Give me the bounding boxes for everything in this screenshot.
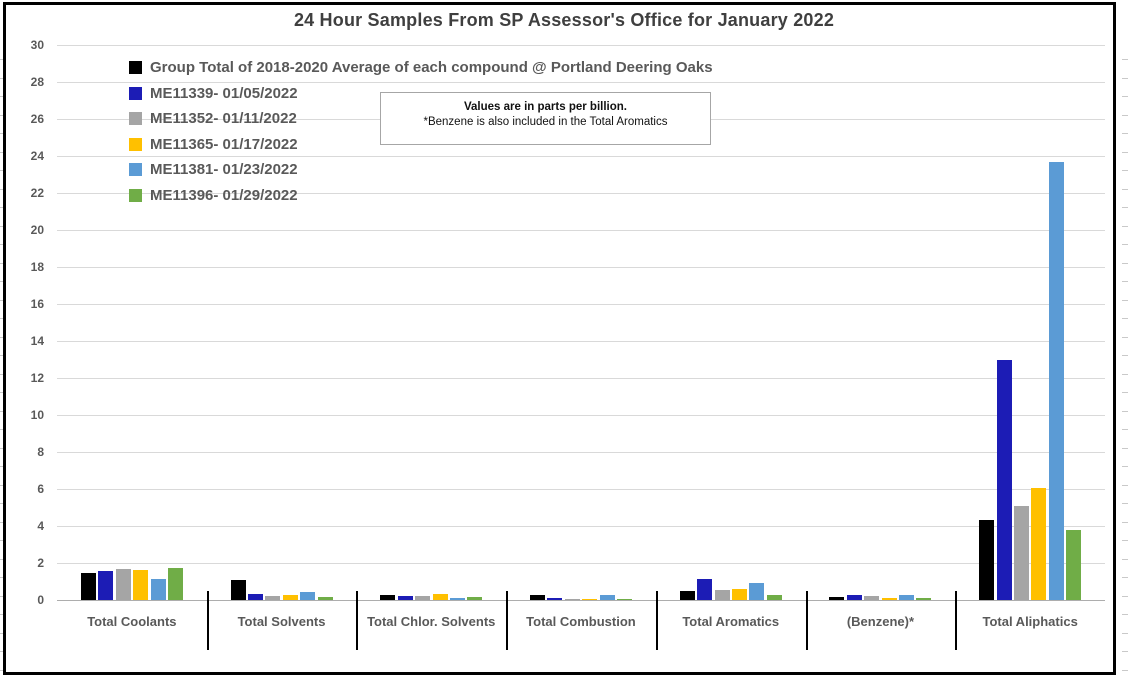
bar-series-3-cat-5 <box>715 590 730 600</box>
worksheet-row-tick-right <box>1122 189 1128 190</box>
x-axis-category-label: Total Chlor. Solvents <box>367 614 496 629</box>
x-axis-category-label: Total Aliphatics <box>982 614 1078 629</box>
bar-series-2-cat-4 <box>547 598 562 600</box>
annotation-line-1: Values are in parts per billion. <box>464 101 627 113</box>
bar-series-2-cat-7 <box>997 360 1012 600</box>
worksheet-row-tick-right <box>1122 633 1128 634</box>
bar-series-4-cat-7 <box>1031 488 1046 600</box>
bar-series-3-cat-3 <box>415 596 430 600</box>
worksheet-row-tick-right <box>1122 411 1128 412</box>
legend-swatch-icon <box>129 112 142 125</box>
bar-series-1-cat-6 <box>829 597 844 600</box>
gridline-20 <box>57 230 1105 231</box>
worksheet-row-tick-left <box>0 133 3 134</box>
worksheet-row-tick-left <box>0 170 3 171</box>
gridline-2 <box>57 563 1105 564</box>
worksheet-row-tick-right <box>1122 300 1128 301</box>
gridline-10 <box>57 415 1105 416</box>
legend-label: ME11352- 01/11/2022 <box>150 110 297 128</box>
worksheet-row-tick-left <box>0 503 3 504</box>
legend-item-5 <box>129 157 713 183</box>
gridline-6 <box>57 489 1105 490</box>
worksheet-row-tick-left <box>0 651 3 652</box>
worksheet-row-tick-left <box>0 596 3 597</box>
worksheet-row-tick-right <box>1122 522 1128 523</box>
bar-series-2-cat-1 <box>98 571 113 600</box>
worksheet-row-tick-left <box>0 207 3 208</box>
bar-series-4-cat-6 <box>882 598 897 600</box>
bar-series-5-cat-2 <box>300 592 315 600</box>
worksheet-row-tick-left <box>0 337 3 338</box>
worksheet-row-tick-right <box>1122 226 1128 227</box>
legend-label: ME11365- 01/17/2022 <box>150 135 298 153</box>
worksheet-row-tick-left <box>0 318 3 319</box>
worksheet-row-tick-left <box>0 374 3 375</box>
y-axis-tick-label: 10 <box>30 408 44 423</box>
legend-item-6 <box>129 183 713 209</box>
y-axis-tick-label: 28 <box>30 75 44 90</box>
gridline-16 <box>57 304 1105 305</box>
annotation-line-2: *Benzene is also included in the Total Aromatics <box>423 116 668 128</box>
worksheet-row-tick-right <box>1122 374 1128 375</box>
bar-series-6-cat-2 <box>318 597 333 600</box>
gridline-4 <box>57 526 1105 527</box>
bar-series-3-cat-4 <box>565 599 580 600</box>
worksheet-row-tick-right <box>1122 244 1128 245</box>
worksheet-row-tick-right <box>1122 485 1128 486</box>
x-axis-category-label: Total Combustion <box>526 614 636 629</box>
worksheet-row-tick-right <box>1122 448 1128 449</box>
category-separator <box>955 591 957 650</box>
y-axis-tick-label: 14 <box>30 334 44 349</box>
worksheet-row-tick-left <box>0 152 3 153</box>
bar-series-6-cat-3 <box>467 597 482 600</box>
worksheet-row-tick-right <box>1122 392 1128 393</box>
worksheet-row-tick-left <box>0 96 3 97</box>
worksheet-row-tick-right <box>1122 651 1128 652</box>
y-axis-tick-label: 18 <box>30 260 44 275</box>
worksheet-row-tick-left <box>0 577 3 578</box>
worksheet-row-tick-right <box>1122 207 1128 208</box>
y-axis-tick-label: 8 <box>37 445 44 460</box>
legend-label: ME11339- 01/05/2022 <box>150 84 298 102</box>
bar-series-5-cat-3 <box>450 598 465 600</box>
worksheet-row-tick-right <box>1122 59 1128 60</box>
worksheet-row-tick-right <box>1122 170 1128 171</box>
worksheet-row-tick-right <box>1122 355 1128 356</box>
x-axis-category-label: Total Solvents <box>237 614 326 629</box>
worksheet-row-tick-left <box>0 355 3 356</box>
x-axis-category-label: (Benzene)* <box>846 614 915 629</box>
worksheet-row-tick-left <box>0 614 3 615</box>
worksheet-row-tick-left <box>0 281 3 282</box>
legend-label: ME11396- 01/29/2022 <box>150 186 298 204</box>
bar-series-1-cat-7 <box>979 520 994 600</box>
worksheet-row-tick-left <box>0 448 3 449</box>
worksheet-row-tick-left <box>0 670 3 671</box>
x-axis-category-label: Total Coolants <box>87 614 177 629</box>
worksheet-row-tick-left <box>0 392 3 393</box>
worksheet-row-tick-left <box>0 633 3 634</box>
bar-series-4-cat-1 <box>133 570 148 600</box>
worksheet-row-tick-right <box>1122 133 1128 134</box>
y-axis-tick-label: 12 <box>30 371 44 386</box>
worksheet-row-tick-left <box>0 59 3 60</box>
y-axis-tick-label: 26 <box>30 112 44 127</box>
legend-label: ME11381- 01/23/2022 <box>150 161 298 179</box>
worksheet-row-tick-right <box>1122 596 1128 597</box>
legend-swatch-icon <box>129 189 142 202</box>
worksheet-row-tick-right <box>1122 115 1128 116</box>
worksheet-row-tick-left <box>0 466 3 467</box>
bar-series-3-cat-7 <box>1014 506 1029 600</box>
worksheet-row-tick-left <box>0 485 3 486</box>
bar-series-6-cat-6 <box>916 598 931 600</box>
bar-series-3-cat-2 <box>265 596 280 600</box>
bar-series-1-cat-1 <box>81 573 96 600</box>
bar-series-5-cat-6 <box>899 595 914 601</box>
bar-series-6-cat-7 <box>1066 530 1081 600</box>
y-axis-tick-label: 24 <box>30 149 44 164</box>
bar-series-4-cat-4 <box>582 599 597 600</box>
legend-item-1 <box>129 55 713 81</box>
worksheet-row-tick-right <box>1122 152 1128 153</box>
bar-series-2-cat-3 <box>398 596 413 600</box>
legend-swatch-icon <box>129 138 142 151</box>
worksheet-row-tick-right <box>1122 540 1128 541</box>
gridline-14 <box>57 341 1105 342</box>
category-separator <box>506 591 508 650</box>
worksheet-row-tick-left <box>0 244 3 245</box>
x-axis-line <box>57 600 1105 601</box>
y-axis-tick-label: 30 <box>30 38 44 53</box>
y-axis-tick-label: 0 <box>37 593 44 607</box>
bar-series-1-cat-4 <box>530 595 545 600</box>
bar-series-4-cat-3 <box>433 594 448 601</box>
legend-swatch-icon <box>129 87 142 100</box>
bar-series-5-cat-7 <box>1049 162 1064 600</box>
worksheet-row-tick-right <box>1122 429 1128 430</box>
worksheet-row-tick-left <box>0 300 3 301</box>
worksheet-row-tick-right <box>1122 337 1128 338</box>
worksheet-row-tick-left <box>0 115 3 116</box>
worksheet-row-tick-right <box>1122 78 1128 79</box>
gridline-8 <box>57 452 1105 453</box>
bar-series-6-cat-5 <box>767 595 782 600</box>
worksheet-row-tick-right <box>1122 318 1128 319</box>
bar-series-1-cat-2 <box>231 580 246 600</box>
worksheet-row-tick-left <box>0 559 3 560</box>
bar-series-1-cat-3 <box>380 595 395 601</box>
x-axis-category-label: Total Aromatics <box>682 614 780 629</box>
bar-series-3-cat-1 <box>116 569 131 600</box>
legend-swatch-icon <box>129 163 142 176</box>
worksheet-row-tick-right <box>1122 614 1128 615</box>
gridline-18 <box>57 267 1105 268</box>
bar-series-2-cat-6 <box>847 595 862 601</box>
legend-swatch-icon <box>129 61 142 74</box>
bar-series-6-cat-4 <box>617 599 632 600</box>
y-axis-tick-label: 6 <box>37 482 44 497</box>
worksheet-row-tick-left <box>0 522 3 523</box>
bar-series-5-cat-5 <box>749 583 764 600</box>
worksheet-row-tick-left <box>0 263 3 264</box>
worksheet-row-tick-right <box>1122 466 1128 467</box>
worksheet-row-tick-right <box>1122 263 1128 264</box>
bar-series-4-cat-5 <box>732 589 747 600</box>
bar-series-5-cat-1 <box>151 579 166 600</box>
category-separator <box>207 591 209 650</box>
legend-label: Group Total of 2018-2020 Average of each compound @ Portland Deering Oaks <box>150 59 713 77</box>
worksheet-row-tick-left <box>0 540 3 541</box>
worksheet-row-tick-left <box>0 429 3 430</box>
y-axis-tick-label: 16 <box>30 297 44 312</box>
bar-series-5-cat-4 <box>600 595 615 600</box>
category-separator <box>806 591 808 650</box>
gridline-30 <box>57 45 1105 46</box>
y-axis-tick-label: 4 <box>37 519 44 533</box>
bar-series-3-cat-6 <box>864 596 879 600</box>
category-separator <box>356 591 358 650</box>
worksheet-row-tick-left <box>0 226 3 227</box>
worksheet-row-tick-right <box>1122 503 1128 504</box>
y-axis-tick-label: 22 <box>30 186 44 201</box>
chart-title: 24 Hour Samples From SP Assessor's Office for January 2022 <box>293 10 835 30</box>
worksheet-row-tick-right <box>1122 96 1128 97</box>
worksheet-row-tick-right <box>1122 670 1128 671</box>
bar-series-2-cat-5 <box>697 579 712 600</box>
worksheet-row-tick-right <box>1122 577 1128 578</box>
y-axis-tick-label: 2 <box>37 556 44 570</box>
y-axis-tick-label: 20 <box>30 223 44 238</box>
annotation-box <box>380 92 711 145</box>
gridline-12 <box>57 378 1105 379</box>
worksheet-row-tick-left <box>0 189 3 190</box>
category-separator <box>656 591 658 650</box>
bar-series-1-cat-5 <box>680 591 695 600</box>
worksheet-row-tick-left <box>0 78 3 79</box>
bar-series-2-cat-2 <box>248 594 263 601</box>
worksheet-row-tick-right <box>1122 559 1128 560</box>
worksheet-row-tick-right <box>1122 281 1128 282</box>
bar-series-4-cat-2 <box>283 595 298 600</box>
worksheet-row-tick-left <box>0 411 3 412</box>
bar-series-6-cat-1 <box>168 568 183 600</box>
